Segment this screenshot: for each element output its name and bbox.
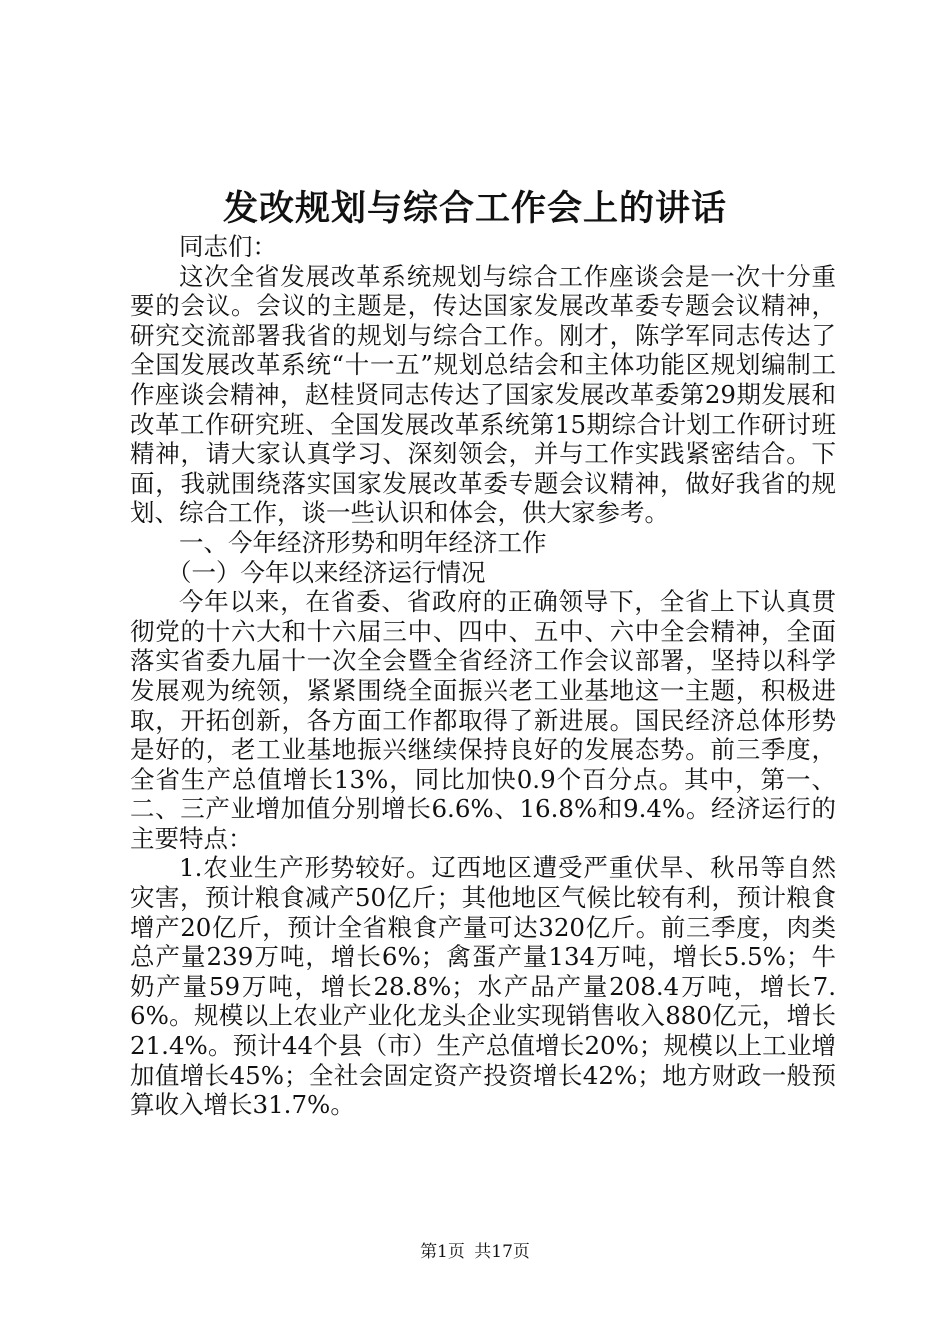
page-number: 第1页 xyxy=(420,1242,465,1262)
document-body xyxy=(130,232,836,1120)
paragraph-economy: 今年以来，在省委、省政府的正确领导下，全省上下认真贯彻党的十六大和十六届三中、四中、五中、六中全会精神，全面落实省委九届十一次全会暨全省经济工作会议部署，坚持以科学发展观为统领，紧紧围绕全面振兴老工业基地这一主题，积极进取，开拓创新，各方面工作都取得了新进展。国民经济总体形势是好的，老工业基地振兴继续保持良好的发展态势。前三季度，全省生产总值增长13%，同比加快0.9个百分点。其中，第一、二、三产业增加值分别增长6.6%、16.8%和9.4%。经济运行的主要特点： xyxy=(130,587,836,853)
page-footer xyxy=(0,1240,950,1264)
section-heading: 一、今年经济形势和明年经济工作 xyxy=(179,527,547,557)
document-title: 发改规划与综合工作会上的讲话 xyxy=(222,188,727,229)
salutation: 同志们： xyxy=(179,232,277,261)
subsection-heading: （一）今年以来经济运行情况 xyxy=(167,557,486,587)
paragraph-agriculture: 1.农业生产形势较好。辽西地区遭受严重伏旱、秋吊等自然灾害，预计粮食减产50亿斤；其他地区气候比较有利，预计粮食增产20亿斤，预计全省粮食产量可达320亿斤。前三季度，肉类总产量239万吨，增长6%；禽蛋产量134万吨，增长5.5%；牛奶产量59万吨，增长28.8%；水产品产量208.4万吨，增长7.6%。规模以上农业产业化龙头企业实现销售收入880亿元，增长21.4%。预计44个县（市）生产总值增长20%；规模以上工业增加值增长45%；全社会固定资产投资增长42%；地方财政一般预算收入增长31.7%。 xyxy=(130,853,836,1120)
paragraph-intro: 这次全省发展改革系统规划与综合工作座谈会是一次十分重要的会议。会议的主题是，传达国家发展改革委专题会议精神，研究交流部署我省的规划与综合工作。刚才，陈学军同志传达了全国发展改革系统“十一五”规划总结会和主体功能区规划编制工作座谈会精神，赵桂贤同志传达了国家发展改革委第29期发展和改革工作研究班、全国发展改革系统第15期综合计划工作研讨班精神，请大家认真学习、深刻领会，并与工作实践紧密结合。下面，我就围绕落实国家发展改革委专题会议精神，做好我省的规划、综合工作，谈一些认识和体会，供大家参考。 xyxy=(130,261,836,528)
page-total: 共17页 xyxy=(474,1242,530,1262)
